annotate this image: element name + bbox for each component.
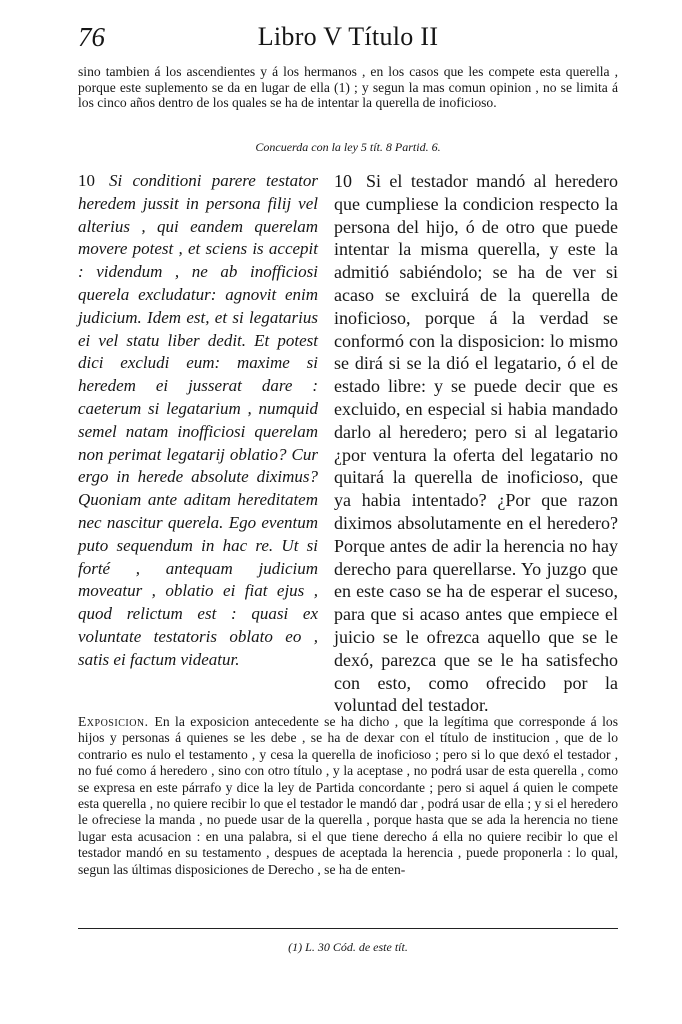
latin-paragraph-number: 10 xyxy=(78,171,95,190)
latin-column xyxy=(78,170,318,672)
footnote: (1) L. 30 Cód. de este tít. xyxy=(288,940,408,954)
spanish-column xyxy=(334,170,618,717)
spanish-paragraph-number: 10 xyxy=(334,171,352,191)
footnote-rule xyxy=(78,928,618,929)
exposition-paragraph xyxy=(78,714,618,878)
page-number: 76 xyxy=(78,22,105,52)
latin-text: Si conditioni parere testator heredem jussit in persona filij vel alterius , qui eandem querelam movere potest , et sciens is accepit : videndum , ne ab inofficiosi querela excludatur: agnovit enim judicium. Idem est, et si legatarius ei vel statu liber dedit. Et potest dici excludi eum: maxime si heredem ei jusserat dare : caeterum si legatarium , numquid semel natam inofficiosi querelam non perimat legatarij oblatio? Cur ergo in herede absolute diximus? Quoniam ante aditam hereditatem nec nascitur querela. Ego eventum puto sequendum in hac re. Ut si forté , antequam judicium moveatur , oblatio ei fiat ejus , quod relictum est : quasi ex voluntate testatoris oblato eo , satis ei factum videatur. xyxy=(78,171,318,669)
exposition-text: En la exposicion antecedente se ha dicho , que la legítima que corresponde á los hijos y personas á quienes se les debe , se ha de dexar con el título de institucion , que de lo contrario es nulo el testamento , y cesa la querella de inoficioso ; pero si lo que dexó el testador , no fué como á heredero , sino con otro título , y la aceptase , no podrá usar de esta querella , como se expresa en este párrafo y dice la ley de Partida concordante ; pero si aquel á quien le compete esta querella , no quiere recibir lo que el testador le mandó dar , podrá usar de ella ; y si el heredero le ofreciese la manda , no puede usar de la querella , porque hasta que se ada la herencia no tiene lugar esta acusacion : en una palabra, si el que tiene derecho á ella no quiere recibir lo que el testador mandó en su testamento , despues de aceptada la herencia , puede proponerla : lo qual, segun las últimas disposiciones de Derecho , se ha de enten- xyxy=(78,714,618,877)
spanish-text: Si el testador mandó al heredero que cumpliese la condicion respecto la persona del hijo, ó de otro que puede intentar la misma querella, y este la admitió sabiéndolo; se ha de ver si acaso se excluirá de la querella de inoficioso, porque á la verdad se conformó con la disposicion: lo mismo se dirá si se la dió el legatario, ó el de estado libre: y se puede decir que es excluido, en especial si habia mandado darlo al heredero; pero si al legatario ¿por ventura la oferta del legatario no quitará la querella de inoficioso, que ya habia intentado? ¿Por que razon diximos absolutamente en el heredero? Porque antes de adir la herencia no hay derecho para querellarse. Yo juzgo que en este caso se ha de esperar el suceso, para que si acaso antes que empiece el juicio se le ofrezca aquello que se le dexó, parezca que se le ha satisfecho con esto, como ofrecido por la voluntad del testador. xyxy=(334,171,618,716)
running-title: Libro V Título II xyxy=(257,22,439,51)
page-header xyxy=(78,22,618,58)
exposition-label: Exposicion. xyxy=(78,714,149,729)
intro-paragraph: sino tambien á los ascendientes y á los hermanos , en los casos que les compete esta querella , porque este suplemento se da en lugar de ella (1) ; y segun la mas comun opinion , no se limita á los cinco años dentro de los quales se ha de intentar la querella de inoficioso. xyxy=(78,64,618,110)
concordance-note: Concuerda con la ley 5 tít. 8 Partid. 6. xyxy=(255,140,441,154)
